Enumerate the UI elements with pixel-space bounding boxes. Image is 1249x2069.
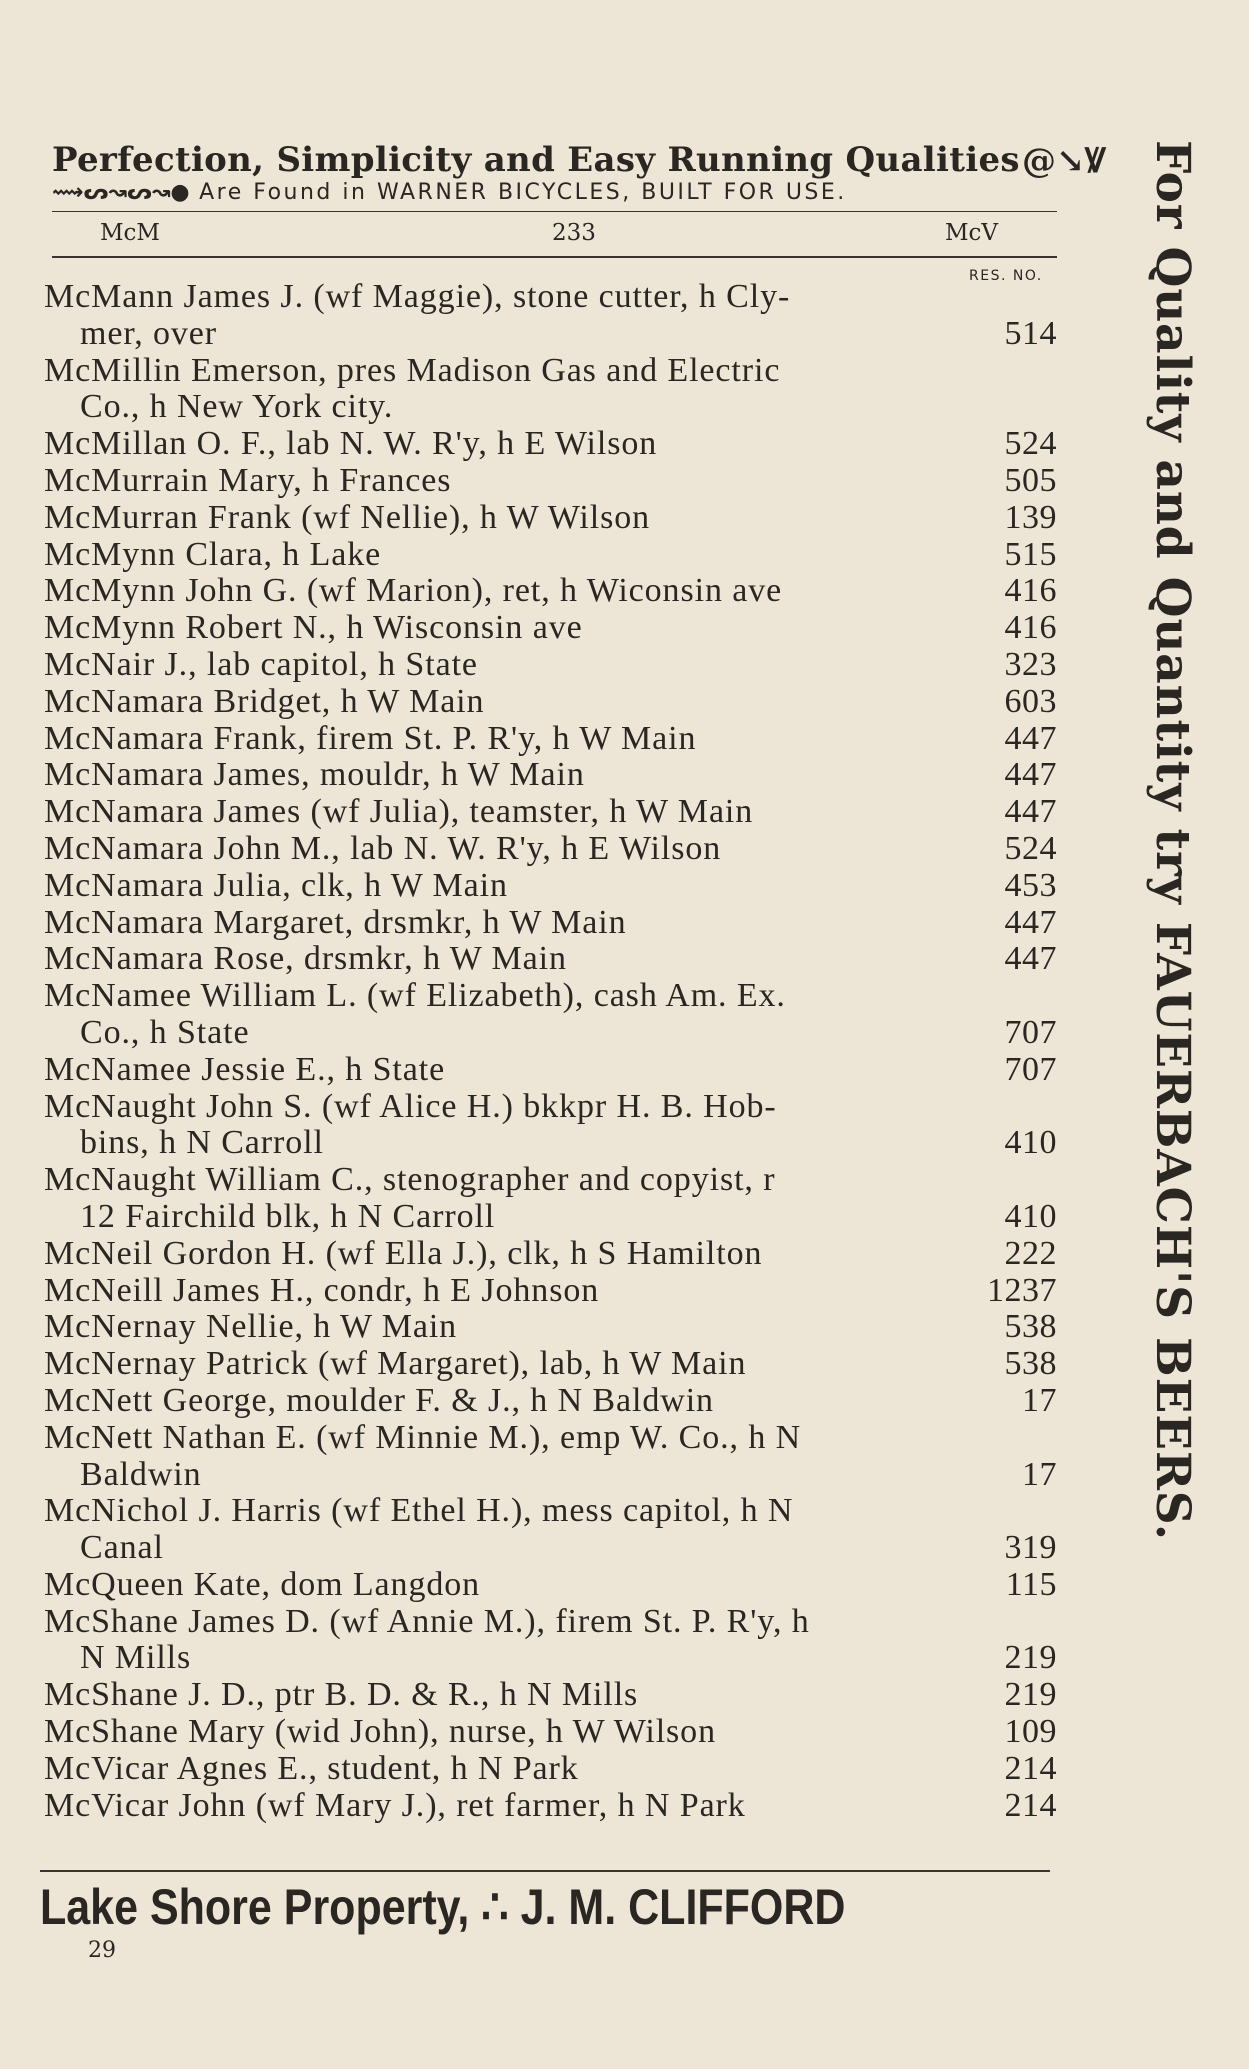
entry-text: McNamara John M., lab N. W. R'y, h E Wilson: [44, 829, 722, 867]
entry-text: McMynn Clara, h Lake: [44, 535, 382, 573]
entry-line: [44, 1346, 1064, 1383]
entry-line: [44, 279, 1064, 316]
res-no-label: RES. NO.: [969, 268, 1043, 284]
residence-number: 219: [1004, 1676, 1057, 1714]
residence-number: 222: [1004, 1234, 1057, 1272]
entry-text: Co., h State: [80, 1013, 250, 1051]
entry-continuation-line: [44, 1199, 1064, 1236]
entry-line: [44, 1751, 1064, 1788]
residence-number: 416: [1004, 609, 1057, 647]
residence-number: 214: [1004, 1786, 1057, 1824]
residence-number: 447: [1004, 719, 1057, 757]
entry-line: [44, 500, 1064, 537]
ornament-icon: @↘Ꝟ: [1022, 141, 1106, 181]
entry-line: [44, 1273, 1064, 1310]
entry-continuation-line: [44, 1125, 1064, 1162]
residence-number: 323: [1004, 645, 1057, 683]
residence-number: 447: [1004, 940, 1057, 978]
entry-line: [44, 1420, 1064, 1457]
header-rule-bottom: [52, 256, 1057, 258]
residence-number: 447: [1004, 903, 1057, 941]
residence-number: 538: [1004, 1345, 1057, 1383]
residence-number: 115: [1005, 1565, 1057, 1603]
entry-text: McNamee Jessie E., h State: [44, 1050, 446, 1088]
residence-number: 1237: [987, 1271, 1057, 1309]
entry-text: McNernay Nellie, h W Main: [44, 1308, 458, 1346]
residence-number: 453: [1004, 866, 1057, 904]
entry-line: [44, 1383, 1064, 1420]
entry-line: [44, 537, 1064, 574]
entry-line: [44, 831, 1064, 868]
residence-number: 139: [1004, 498, 1057, 536]
entry-text: McNaught William C., stenographer and copyist, r: [44, 1161, 776, 1199]
directory-entries: [44, 279, 1064, 1824]
residence-number: 505: [1004, 461, 1057, 499]
entry-line: [44, 573, 1064, 610]
entry-text: mer, over: [80, 314, 218, 352]
residence-number: 17: [1022, 1381, 1057, 1419]
entry-line: [44, 1493, 1064, 1530]
page-number: 233: [552, 220, 596, 246]
entry-line: [44, 1714, 1064, 1751]
residence-number: 214: [1004, 1749, 1057, 1787]
entry-line: [44, 610, 1064, 647]
ornament-dots-icon: ⟿ᔕ↝ᔕ↝●: [52, 180, 190, 205]
entry-text: McQueen Kate, dom Langdon: [44, 1565, 481, 1603]
entry-text: McNett George, moulder F. & J., h N Baldwin: [44, 1381, 714, 1419]
entry-line: [44, 647, 1064, 684]
entry-text: N Mills: [80, 1639, 192, 1677]
entry-text: McMurrain Mary, h Frances: [44, 461, 452, 499]
entry-line: [44, 1089, 1064, 1126]
entry-text: bins, h N Carroll: [80, 1124, 324, 1162]
entry-line: [44, 1604, 1064, 1641]
entry-text: McNernay Patrick (wf Margaret), lab, h W Main: [44, 1345, 747, 1383]
entry-text: McMillin Emerson, pres Madison Gas and Electric: [44, 351, 781, 389]
residence-number: 319: [1004, 1529, 1057, 1567]
entry-text: McNaught John S. (wf Alice H.) bkkpr H. B. Hob-: [44, 1087, 777, 1125]
page-signature: 29: [88, 1938, 116, 1963]
entry-text: McMann James J. (wf Maggie), stone cutter, h Cly-: [44, 278, 791, 315]
entry-continuation-line: [44, 1640, 1064, 1677]
residence-number: 410: [1004, 1197, 1057, 1235]
entry-line: [44, 1236, 1064, 1273]
entry-text: McNair J., lab capitol, h State: [44, 645, 478, 683]
top-advertisement-line-2: [52, 180, 1062, 205]
entry-text: McShane James D. (wf Annie M.), firem St. P. R'y, h: [44, 1602, 810, 1640]
entry-text: McNeill James H., condr, h E Johnson: [44, 1271, 600, 1309]
residence-number: 524: [1004, 829, 1057, 867]
entry-line: [44, 1052, 1064, 1089]
entry-text: McNamee William L. (wf Elizabeth), cash Am. Ex.: [44, 977, 786, 1015]
entry-line: [44, 757, 1064, 794]
entry-line: [44, 794, 1064, 831]
top-advertisement-line-1: [52, 140, 1106, 181]
entry-text: McNamara Rose, drsmkr, h W Main: [44, 940, 567, 978]
residence-number: 538: [1004, 1308, 1057, 1346]
entry-text: 12 Fairchild blk, h N Carroll: [80, 1197, 496, 1235]
residence-number: 17: [1022, 1455, 1057, 1493]
residence-number: 410: [1004, 1124, 1057, 1162]
residence-number: 603: [1004, 682, 1057, 720]
entry-text: Co., h New York city.: [80, 388, 394, 426]
residence-number: 524: [1004, 425, 1057, 463]
entry-line: [44, 905, 1064, 942]
entry-line: [44, 1788, 1064, 1825]
entry-text: McMurran Frank (wf Nellie), h W Wilson: [44, 498, 651, 536]
entry-line: [44, 868, 1064, 905]
entry-text: Baldwin: [80, 1455, 202, 1493]
entry-text: McMynn Robert N., h Wisconsin ave: [44, 609, 583, 647]
entry-text: Canal: [80, 1529, 164, 1567]
entry-line: [44, 978, 1064, 1015]
entry-continuation-line: [44, 1530, 1064, 1567]
running-head-left: McM: [100, 220, 160, 246]
residence-number: 219: [1004, 1639, 1057, 1677]
top-ad-text-2: Are Found in WARNER BICYCLES, BUILT FOR USE.: [199, 180, 847, 205]
entry-text: McShane J. D., ptr B. D. & R., h N Mills: [44, 1676, 639, 1714]
entry-continuation-line: [44, 389, 1064, 426]
residence-number: 514: [1004, 314, 1057, 352]
entry-line: [44, 463, 1064, 500]
residence-number: 707: [1004, 1013, 1057, 1051]
entry-text: McVicar John (wf Mary J.), ret farmer, h N Park: [44, 1786, 746, 1824]
entry-continuation-line: [44, 316, 1064, 353]
footer-rule: [40, 1870, 1050, 1872]
running-head-right: McV: [945, 220, 999, 246]
entry-line: [44, 684, 1064, 721]
entry-line: [44, 353, 1064, 390]
residence-number: 416: [1004, 572, 1057, 610]
entry-line: [44, 941, 1064, 978]
entry-text: McNamara James, mouldr, h W Main: [44, 756, 585, 794]
entry-continuation-line: [44, 1457, 1064, 1494]
residence-number: 707: [1004, 1050, 1057, 1088]
entry-text: McMynn John G. (wf Marion), ret, h Wiconsin ave: [44, 572, 783, 610]
entry-text: McNett Nathan E. (wf Minnie M.), emp W. Co., h N: [44, 1418, 802, 1456]
entry-text: McNamara Bridget, h W Main: [44, 682, 485, 720]
residence-number: 515: [1004, 535, 1057, 573]
header-rule-top: [52, 211, 1057, 212]
top-ad-text-1: Perfection, Simplicity and Easy Running Qualities: [52, 140, 1020, 180]
entry-line: [44, 1567, 1064, 1604]
entry-text: McVicar Agnes E., student, h N Park: [44, 1749, 579, 1787]
residence-number: 109: [1004, 1713, 1057, 1751]
entry-text: McNamara Margaret, drsmkr, h W Main: [44, 903, 627, 941]
residence-number: 447: [1004, 793, 1057, 831]
entry-line: [44, 1162, 1064, 1199]
entry-line: [44, 721, 1064, 758]
entry-line: [44, 1677, 1064, 1714]
entry-text: McShane Mary (wid John), nurse, h W Wilson: [44, 1713, 716, 1751]
entry-line: [44, 426, 1064, 463]
entry-text: McNamara James (wf Julia), teamster, h W Main: [44, 793, 754, 831]
entry-line: [44, 1309, 1064, 1346]
entry-continuation-line: [44, 1015, 1064, 1052]
entry-text: McNamara Julia, clk, h W Main: [44, 866, 508, 904]
entry-text: McMillan O. F., lab N. W. R'y, h E Wilson: [44, 425, 658, 463]
entry-text: McNeil Gordon H. (wf Ella J.), clk, h S Hamilton: [44, 1234, 763, 1272]
entry-text: McNichol J. Harris (wf Ethel H.), mess capitol, h N: [44, 1492, 794, 1530]
entry-text: McNamara Frank, firem St. P. R'y, h W Main: [44, 719, 697, 757]
side-advertisement: For Quality and Quantity try FAUERBACH'S BEERS.: [1145, 140, 1200, 1541]
residence-number: 447: [1004, 756, 1057, 794]
bottom-advertisement: Lake Shore Property, ∴ J. M. CLIFFORD: [40, 1879, 846, 1935]
